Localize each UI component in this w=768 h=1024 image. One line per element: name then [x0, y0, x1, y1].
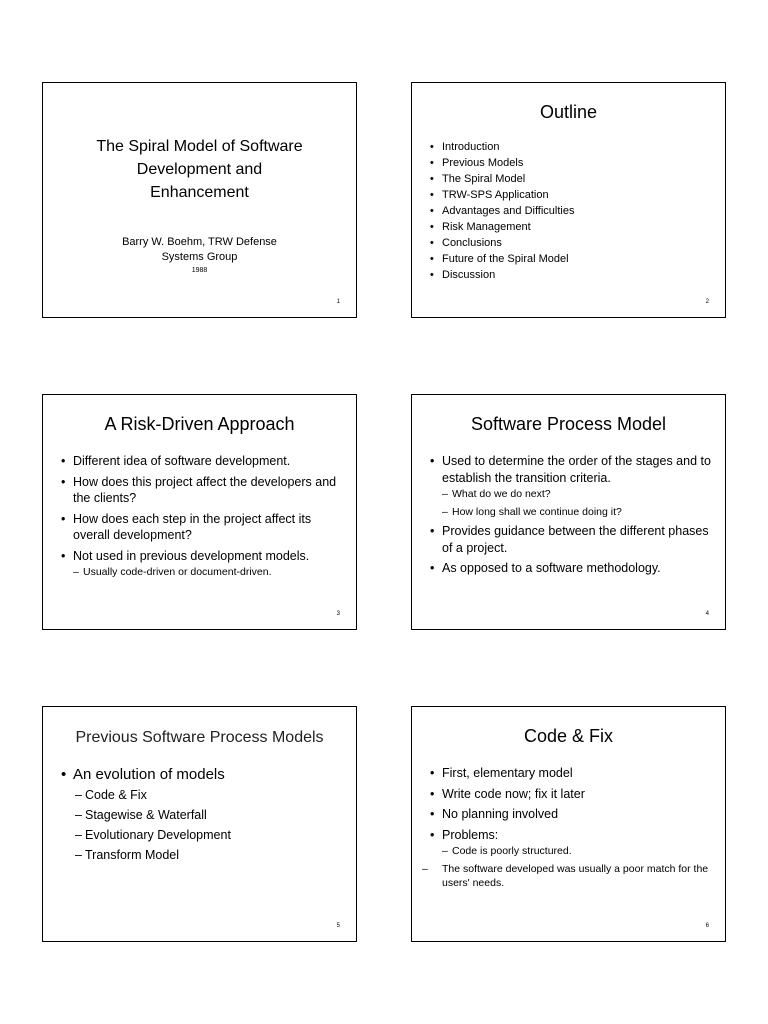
list-item — [428, 453, 711, 519]
list-item — [59, 548, 342, 580]
list-item: • How does each step in the project affect its overall development? — [59, 511, 342, 544]
slide-title: A Risk-Driven Approach — [104, 414, 295, 434]
slide-5 — [42, 706, 357, 942]
sub-list-item-text: Usually code-driven or document-driven. — [83, 566, 272, 578]
sub-list-item: – Transform Model — [75, 848, 180, 862]
list-item: • Future of the Spiral Model — [428, 251, 711, 267]
list-item: • The Spiral Model — [428, 171, 711, 187]
cover-title-line: The Spiral Model of Software — [96, 138, 303, 155]
slide-1 — [42, 82, 357, 318]
sub-list-item: – How long shall we continue doing it? — [442, 506, 622, 518]
bullet-list — [59, 453, 342, 583]
list-item: • First, elementary model — [428, 765, 711, 782]
bullet-list — [422, 765, 711, 894]
sub-list-item-text: How long shall we continue doing it? — [452, 506, 622, 518]
bullet-list — [428, 453, 711, 581]
sub-list-item-text: Stagewise & Waterfall — [85, 808, 207, 822]
sub-list — [73, 565, 342, 579]
cover-title-line: Enhancement — [150, 184, 249, 201]
slide-6 — [411, 706, 726, 942]
sub-list-item: – Evolutionary Development — [75, 828, 231, 842]
list-item: • Previous Models — [428, 155, 711, 171]
list-item: • Conclusions — [428, 235, 711, 251]
slide-number: 2 — [705, 299, 709, 305]
slide-title: Previous Software Process Models — [75, 729, 324, 746]
list-item: • How does this project affect the developers and the clients? — [59, 474, 342, 507]
cover-title — [63, 135, 336, 204]
cover-author — [63, 235, 336, 265]
list-item: • Write code now; fix it later — [428, 786, 711, 803]
list-item — [59, 765, 342, 865]
list-item: • TRW-SPS Application — [428, 187, 711, 203]
list-item: • Provides guidance between the different phases of a project. — [428, 523, 711, 556]
list-item: • Risk Management — [428, 219, 711, 235]
slide-number: 5 — [336, 923, 340, 929]
list-item-text: An evolution of models — [73, 766, 225, 783]
author-line: Systems Group — [161, 251, 238, 263]
slide-title: Outline — [539, 102, 598, 122]
outline-list — [428, 139, 711, 283]
slide-number: 1 — [336, 299, 340, 305]
list-item: • Introduction — [428, 139, 711, 155]
sub-list-item: – Usually code-driven or document-driven. — [73, 566, 272, 578]
list-item-text: Used to determine the order of the stages and to establish the transition criteria. — [442, 454, 711, 485]
list-item: • As opposed to a software methodology. — [428, 560, 711, 577]
sub-list-item-text: What do we do next? — [452, 488, 551, 500]
list-item: • Advantages and Difficulties — [428, 203, 711, 219]
slide-number: 3 — [336, 611, 340, 617]
sub-list-item: – Code & Fix — [75, 788, 147, 802]
slide-3 — [42, 394, 357, 630]
bullet-list — [59, 765, 342, 865]
cover-year: 1988 — [191, 267, 208, 274]
sub-list-item: – Code is poorly structured. — [442, 845, 572, 857]
sub-list — [75, 785, 342, 865]
slide-title: Software Process Model — [470, 414, 667, 434]
slide-title: Code & Fix — [523, 726, 614, 746]
list-item-text: Problems: — [442, 827, 499, 842]
slide-number: 4 — [705, 611, 709, 617]
sub-list-item: – Stagewise & Waterfall — [75, 808, 207, 822]
author-line: Barry W. Boehm, TRW Defense — [122, 236, 277, 248]
sub-list-item-text: Transform Model — [85, 848, 180, 862]
sub-list-item-text: Code & Fix — [85, 788, 147, 802]
sub-list-item-text: The software developed was usually a poor match for the users' needs. — [442, 863, 709, 889]
sub-list-item: – What do we do next? — [442, 488, 551, 500]
sub-list-item: – The software developed was usually a poor match for the users' needs. — [422, 863, 709, 889]
slide-4 — [411, 394, 726, 630]
slide-2 — [411, 82, 726, 318]
sub-list — [422, 844, 711, 890]
sub-list-item-text: Evolutionary Development — [85, 828, 231, 842]
list-item: • No planning involved — [428, 806, 711, 823]
list-item-text: Not used in previous development models. — [73, 548, 310, 563]
sub-list-item-text: Code is poorly structured. — [452, 845, 572, 857]
list-item — [422, 827, 711, 891]
sub-list — [442, 487, 711, 519]
list-item: • Discussion — [428, 267, 711, 283]
cover-title-line: Development and — [136, 161, 263, 178]
list-item: • Different idea of software development. — [59, 453, 342, 470]
slide-number: 6 — [705, 923, 709, 929]
